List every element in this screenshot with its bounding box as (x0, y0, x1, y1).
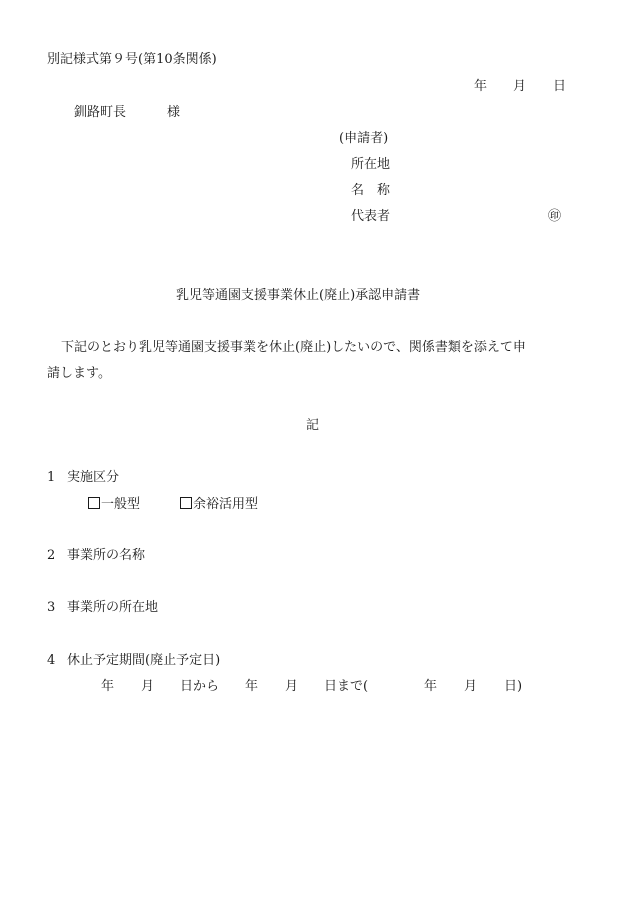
item-2-number: 2 (47, 548, 56, 563)
closure-day: 日) (504, 679, 523, 694)
applicant-address-label: 所在地 (351, 157, 391, 172)
option-general-label: 一般型 (101, 497, 141, 512)
addressee-honorific: 様 (167, 105, 181, 120)
item-2-label: 事業所の名称 (67, 548, 146, 563)
closure-year: 年 (424, 679, 438, 694)
item-3-number: 3 (47, 600, 56, 615)
option-surplus (180, 497, 258, 511)
seal-mark: ㊞ (548, 209, 562, 224)
date-day-label: 日 (553, 79, 567, 94)
ki-heading: 記 (306, 418, 320, 433)
closure-month: 月 (464, 679, 478, 694)
item-1-number: 1 (47, 470, 56, 485)
date-year-label: 年 (474, 79, 488, 94)
checkbox-surplus[interactable] (180, 497, 192, 509)
option-surplus-label: 余裕活用型 (193, 497, 259, 512)
date-month-label: 月 (513, 79, 527, 94)
form-label: 別記様式第９号(第10条関係) (47, 52, 217, 67)
applicant-name-label: 名 称 (351, 183, 391, 198)
period-end-day: 日まで( (324, 679, 369, 694)
body-text-line-1: 下記のとおり乳児等通園支援事業を休止(廃止)したいので、関係書類を添えて申 (61, 340, 526, 355)
addressee-name: 釧路町長 (74, 105, 127, 120)
item-4-number: 4 (47, 653, 56, 668)
period-end-year: 年 (245, 679, 259, 694)
body-text-line-2: 請します。 (47, 366, 111, 381)
period-end-month: 月 (285, 679, 299, 694)
checkbox-general[interactable] (88, 497, 100, 509)
item-3-label: 事業所の所在地 (67, 600, 159, 615)
period-start-month: 月 (141, 679, 155, 694)
document-title: 乳児等通園支援事業休止(廃止)承認申請書 (176, 288, 421, 303)
applicant-representative-label: 代表者 (351, 209, 391, 224)
option-general (88, 497, 140, 511)
period-start-day: 日から (180, 679, 220, 694)
item-4-label: 休止予定期間(廃止予定日) (67, 653, 221, 668)
applicant-heading: (申請者) (339, 131, 389, 146)
period-start-year: 年 (101, 679, 115, 694)
item-1-label: 実施区分 (67, 470, 120, 485)
